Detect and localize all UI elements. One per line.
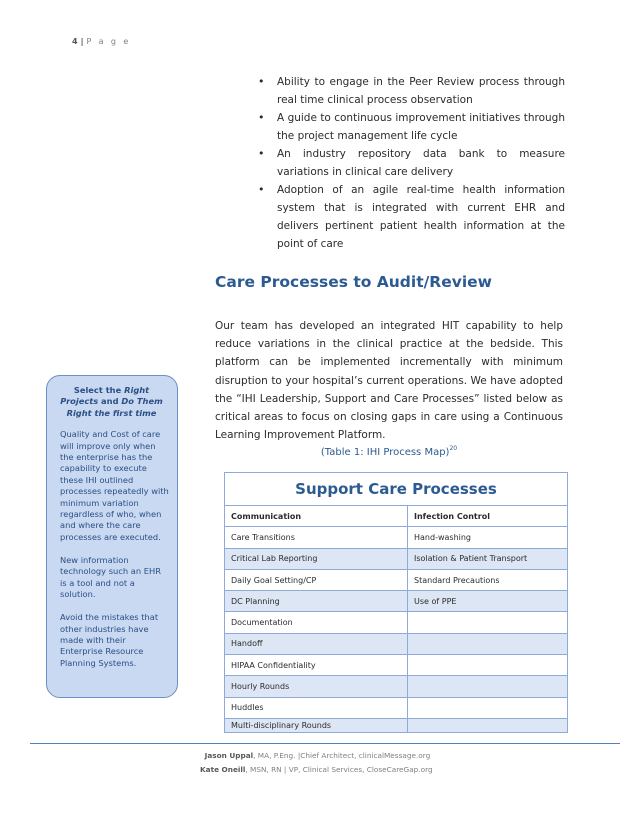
table-row <box>225 697 568 718</box>
bullet-text: Ability to engage in the Peer Review process through real time clinical process observation <box>277 76 565 106</box>
table-cell: Standard Precautions <box>408 569 568 590</box>
footer-author-1: Jason Uppal <box>204 751 254 760</box>
sidebar-title-emphasis-1: Right Projects <box>60 385 150 407</box>
table-row <box>225 718 568 732</box>
footer-divider <box>30 743 620 744</box>
bullet-dot-icon: • <box>258 183 265 196</box>
bullet-text: Adoption of an agile real-time health information system that is integrated with current EHR and delivers pertinent patient health information at the point of care <box>277 184 565 250</box>
table-title: Support Care Processes <box>225 473 568 506</box>
table-cell <box>408 697 568 718</box>
table-cell: HIPAA Confidentiality <box>225 655 408 676</box>
table-cell: DC Planning <box>225 591 408 612</box>
sidebar-callout <box>46 375 178 698</box>
table-header-cell: Communication <box>225 506 408 527</box>
section-paragraph: Our team has developed an integrated HIT capability to help reduce variations in the clinical practice at the bedside. This platform can be implemented incrementally with minimum disruption to your hospital’s current operations. We have adopted the “IHI Leadership, Support and Care Processes” listed below as critical areas to focus on closing gaps in care using a Continuous Learning Improvement Platform. <box>215 320 563 442</box>
table-cell: Hourly Rounds <box>225 676 408 697</box>
page-label: P a g e <box>86 37 131 46</box>
sidebar-title-mid: and <box>98 396 122 407</box>
table-cell <box>408 655 568 676</box>
sidebar-paragraph: Quality and Cost of care will improve only when the enterprise has the capability to execute these IHI outlined processes repeatedly with minimum variation regardless of who, when and where the care processes are executed. <box>60 429 169 542</box>
bullet-item <box>255 181 565 253</box>
sidebar-paragraph: New information technology such an EHR is a tool and not a solution. <box>60 554 161 600</box>
page-header-separator: | <box>80 37 84 46</box>
sidebar-title-prefix: Select the <box>73 385 125 395</box>
bullet-text: A guide to continuous improvement initiatives through the project management life cycle <box>277 112 565 142</box>
bullet-item <box>255 109 565 145</box>
table-header-row <box>225 506 568 527</box>
support-care-processes-table <box>224 472 568 733</box>
bullet-dot-icon: • <box>258 75 265 88</box>
table-cell: Critical Lab Reporting <box>225 548 408 569</box>
benefits-bullet-list <box>255 73 565 253</box>
table-cell <box>408 718 568 732</box>
sidebar-paragraph: Avoid the mistakes that other industries have made with their Enterprise Resource Planning Systems. <box>60 612 159 668</box>
table-cell: Isolation & Patient Transport <box>408 548 568 569</box>
bullet-dot-icon: • <box>258 111 265 124</box>
section-title: Care Processes to Audit/Review <box>215 273 492 291</box>
table-cell: Use of PPE <box>408 591 568 612</box>
table-caption <box>215 445 563 458</box>
table-cell: Handoff <box>225 633 408 654</box>
table-cell: Hand-washing <box>408 527 568 548</box>
table-row <box>225 591 568 612</box>
footer-author-1-details: , MA, P.Eng. |Chief Architect, clinicalMessage.org <box>253 751 431 760</box>
page-number: 4 <box>72 37 78 46</box>
table-row <box>225 676 568 697</box>
footer-line-2 <box>200 763 433 777</box>
table-header-cell: Infection Control <box>408 506 568 527</box>
table-cell: Daily Goal Setting/CP <box>225 569 408 590</box>
footer-line-1 <box>200 749 433 763</box>
table-row <box>225 527 568 548</box>
table-row <box>225 548 568 569</box>
bullet-item <box>255 73 565 109</box>
caption-reference: 20 <box>449 445 458 452</box>
page-footer <box>200 749 433 777</box>
table-cell: Documentation <box>225 612 408 633</box>
footer-author-2: Kate Oneill <box>200 765 246 774</box>
sidebar-title <box>60 385 169 419</box>
bullet-dot-icon: • <box>258 147 265 160</box>
table-cell <box>408 612 568 633</box>
bullet-item <box>255 145 565 181</box>
table-row <box>225 655 568 676</box>
table-cell: Care Transitions <box>225 527 408 548</box>
table-row <box>225 569 568 590</box>
table-cell: Huddles <box>225 697 408 718</box>
bullet-text: An industry repository data bank to measure variations in clinical care delivery <box>277 148 565 178</box>
footer-author-2-details: , MSN, RN | VP, Clinical Services, CloseCareGap.org <box>245 765 433 774</box>
page-header <box>72 37 131 46</box>
table-row <box>225 612 568 633</box>
table-cell: Multi-disciplinary Rounds <box>225 718 408 732</box>
table-row <box>225 633 568 654</box>
sidebar-title-emphasis-2: Do Them Right the first time <box>66 396 163 418</box>
caption-text: (Table 1: IHI Process Map) <box>320 447 450 458</box>
table-cell <box>408 676 568 697</box>
table-cell <box>408 633 568 654</box>
